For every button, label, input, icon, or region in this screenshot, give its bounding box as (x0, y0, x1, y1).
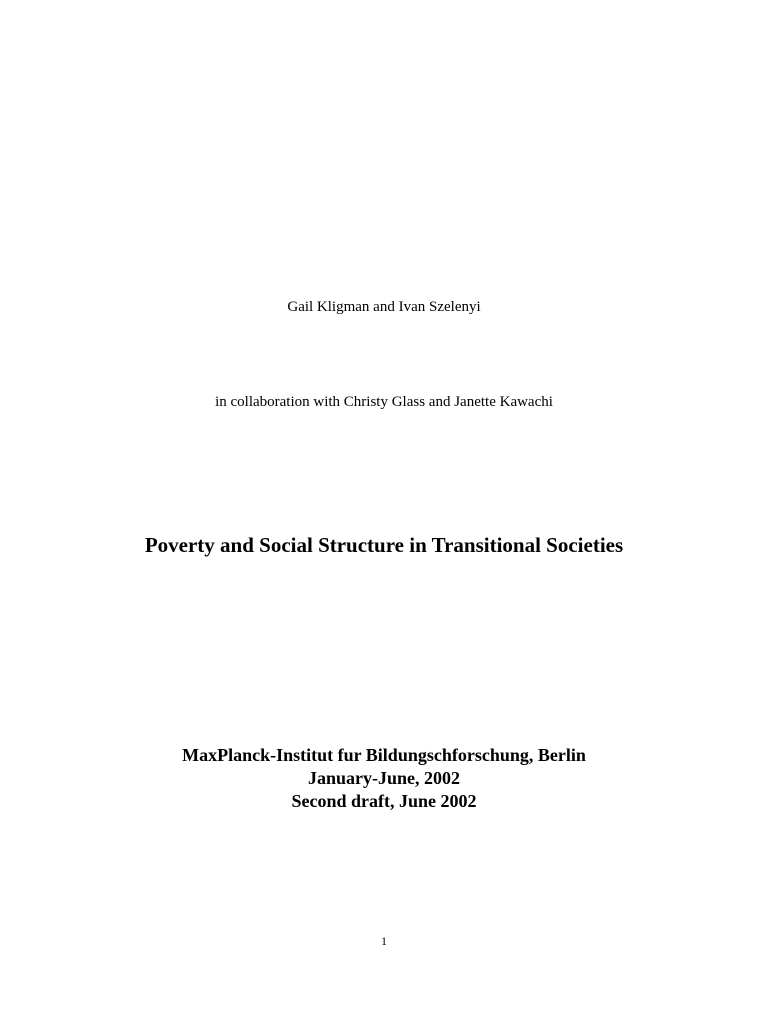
institution-line: MaxPlanck-Institut fur Bildungschforschung, Berlin (182, 745, 586, 765)
authors-line: Gail Kligman and Ivan Szelenyi (287, 299, 481, 315)
collaboration-line: in collaboration with Christy Glass and Janette Kawachi (215, 394, 553, 410)
institution-block (0, 744, 768, 813)
page-number: 1 (381, 934, 387, 948)
draft-line: Second draft, June 2002 (291, 791, 477, 811)
period-line: January-June, 2002 (307, 768, 460, 788)
document-title: Poverty and Social Structure in Transitional Societies (144, 533, 624, 557)
